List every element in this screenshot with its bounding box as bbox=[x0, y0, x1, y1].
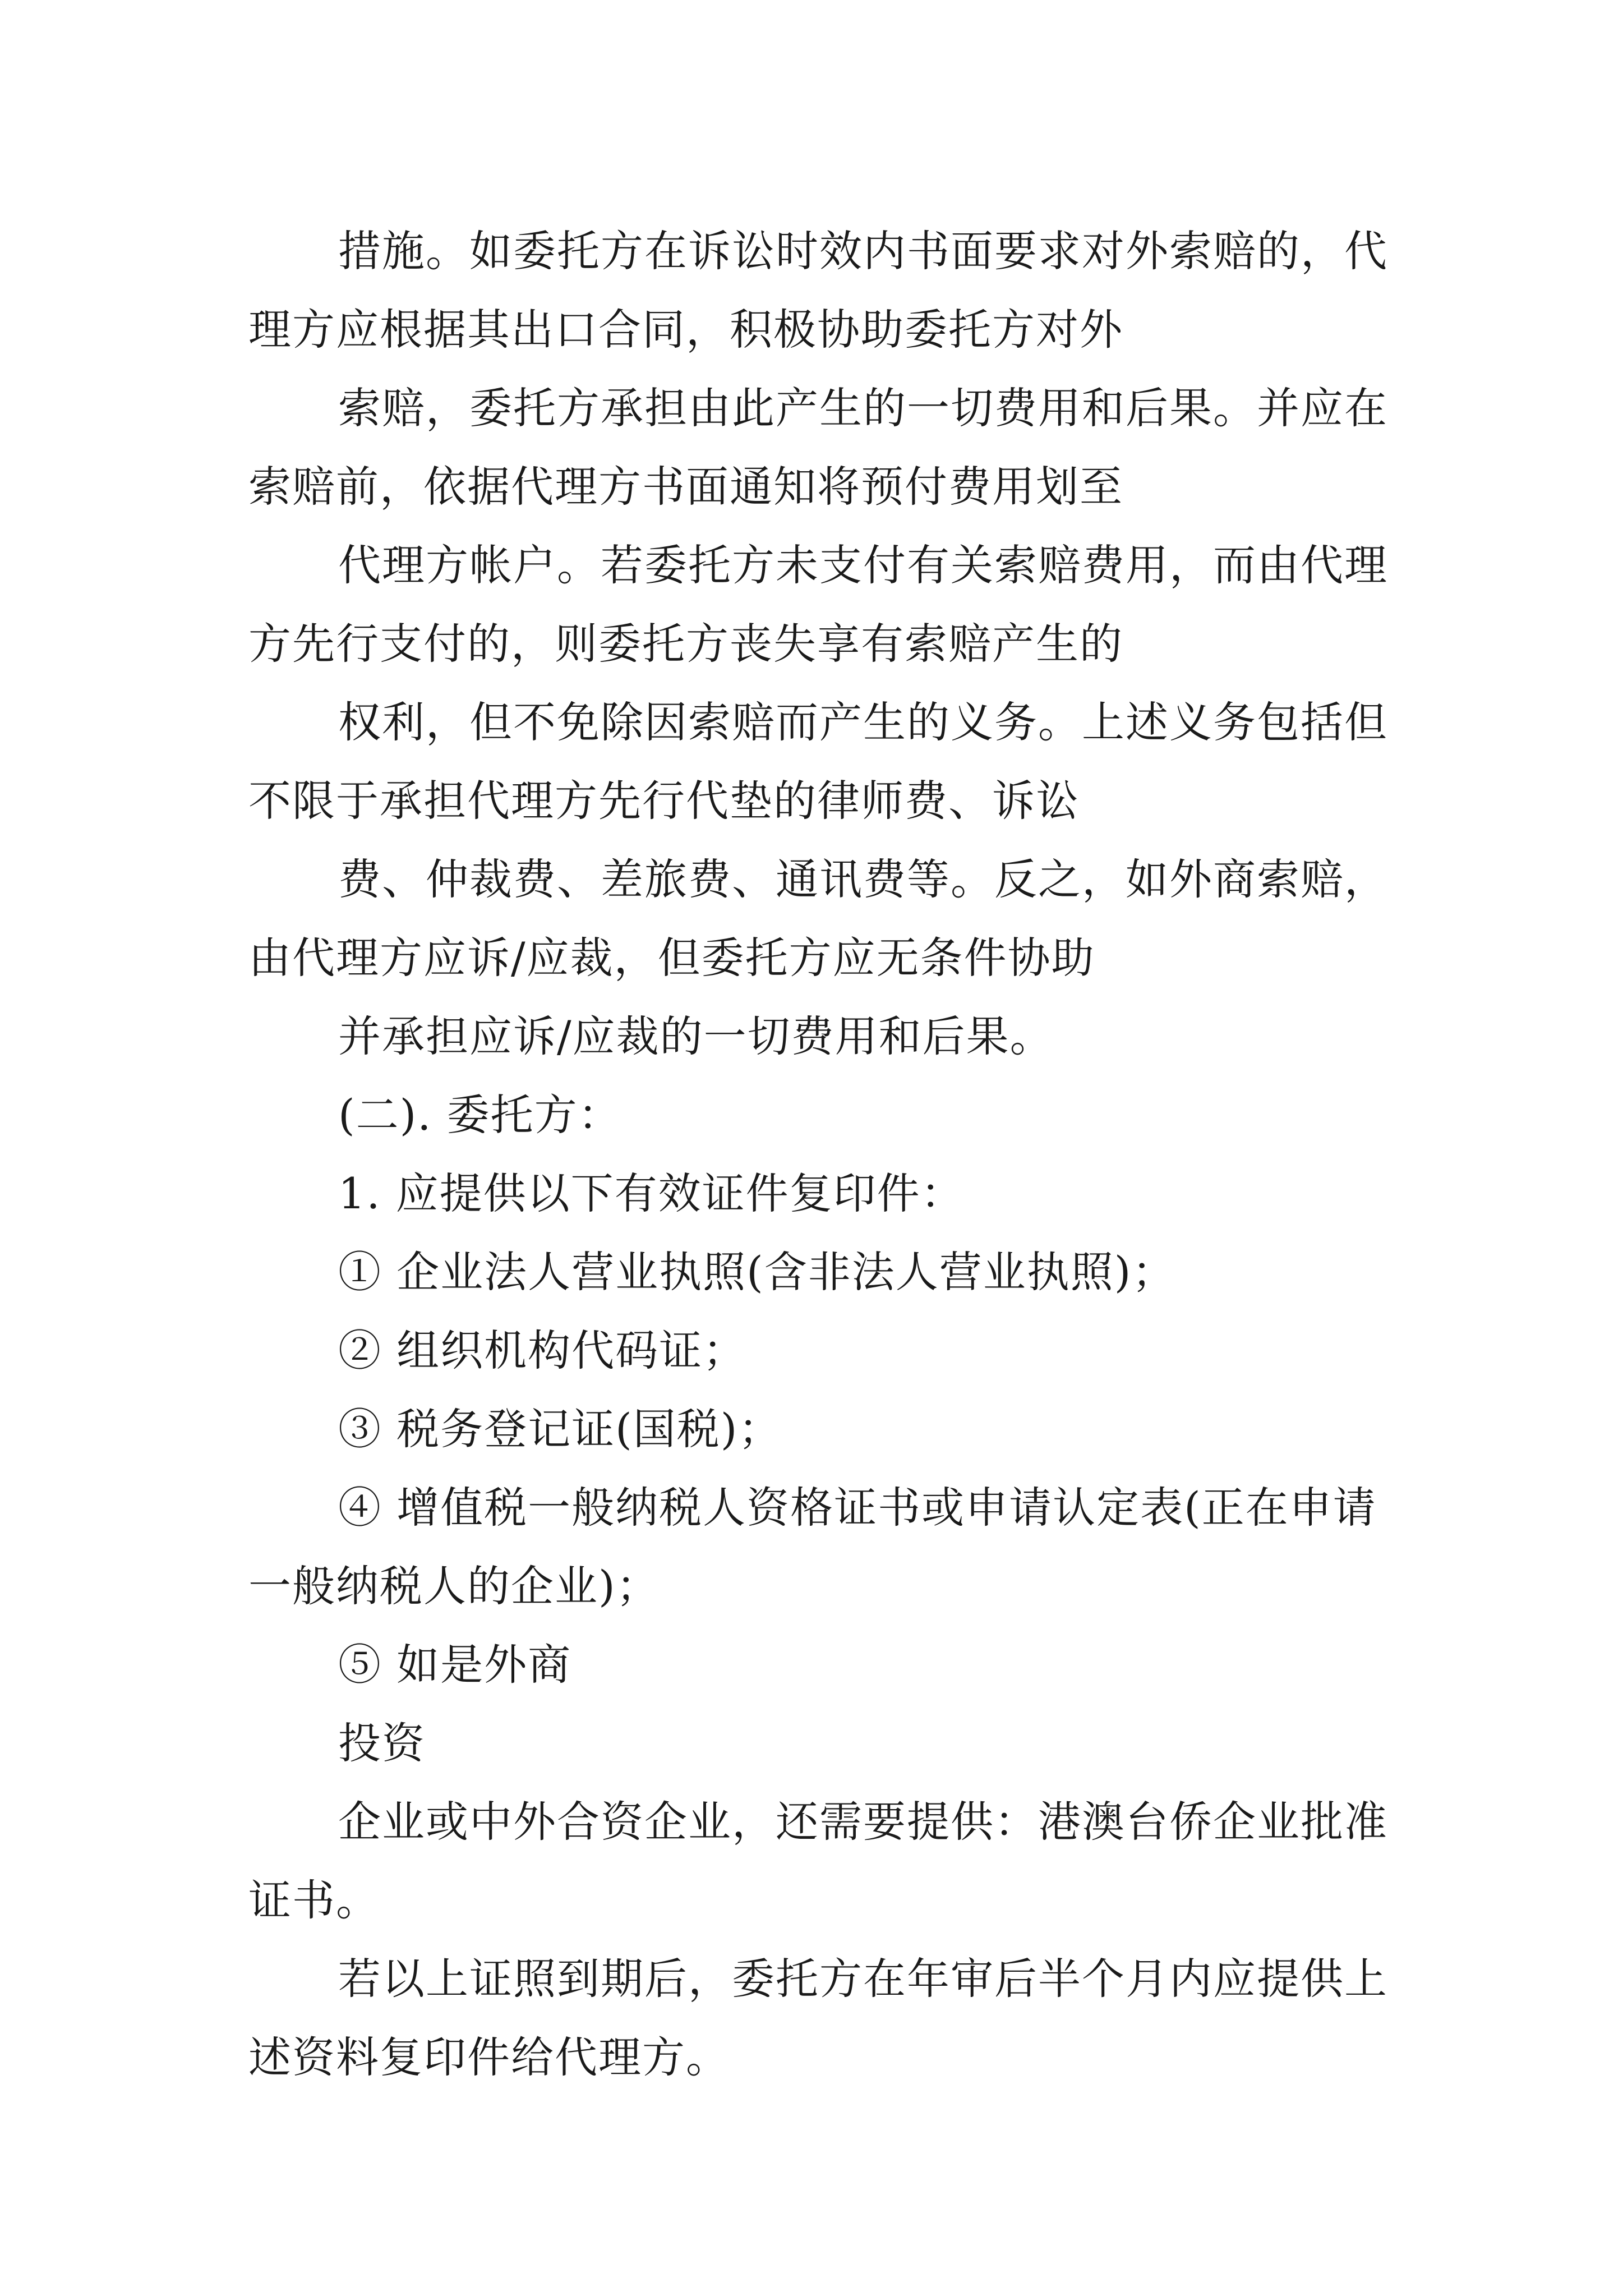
text-line: 并承担应诉/应裁的一切费用和后果。 bbox=[338, 1011, 1054, 1061]
document-body bbox=[248, 212, 1393, 2097]
list-item: ③ 税务登记证(国税)； bbox=[338, 1404, 782, 1454]
text-line: 投资 bbox=[338, 1718, 426, 1768]
text-line: 索赔前，依据代理方书面通知将预付费用划至 bbox=[248, 462, 1123, 512]
text-line: 措施。如委托方在诉讼时效内书面要求对外索赔的，代 bbox=[338, 226, 1388, 276]
text-line: 若以上证照到期后，委托方在年审后半个月内应提供上 bbox=[338, 1954, 1388, 2004]
list-item: ④ 增值税一般纳税人资格证书或申请认定表(正在申请 bbox=[338, 1483, 1377, 1533]
text-line: 方先行支付的，则委托方丧失享有索赔产生的 bbox=[248, 619, 1123, 669]
text-line: 述资料复印件给代理方。 bbox=[248, 2032, 730, 2082]
list-heading: 1. 应提供以下有效证件复印件： bbox=[338, 1168, 965, 1218]
list-item: ① 企业法人营业执照(含非法人营业执照)； bbox=[338, 1247, 1176, 1297]
section-heading: (二). 委托方： bbox=[338, 1090, 622, 1140]
list-item: ② 组织机构代码证； bbox=[338, 1326, 747, 1375]
text-line: 代理方帐户。若委托方未支付有关索赔费用，而由代理 bbox=[338, 540, 1388, 590]
text-line: 由代理方应诉/应裁，但委托方应无条件协助 bbox=[248, 933, 1095, 983]
text-line: 权利，但不免除因索赔而产生的义务。上述义务包括但 bbox=[338, 697, 1388, 747]
text-line: 不限于承担代理方先行代垫的律师费、诉讼 bbox=[248, 776, 1080, 826]
text-line: 理方应根据其出口合同，积极协助委托方对外 bbox=[248, 305, 1123, 355]
text-line: 企业或中外合资企业，还需要提供：港澳台侨企业批准 bbox=[338, 1797, 1388, 1847]
text-line: 一般纳税人的企业)； bbox=[248, 1561, 660, 1611]
text-line: 索赔，委托方承担由此产生的一切费用和后果。并应在 bbox=[338, 383, 1388, 433]
text-line: 费、仲裁费、差旅费、通讯费等。反之，如外商索赔， bbox=[338, 854, 1388, 904]
list-item: ⑤ 如是外商 bbox=[338, 1640, 572, 1690]
text-line: 证书。 bbox=[248, 1875, 380, 1925]
